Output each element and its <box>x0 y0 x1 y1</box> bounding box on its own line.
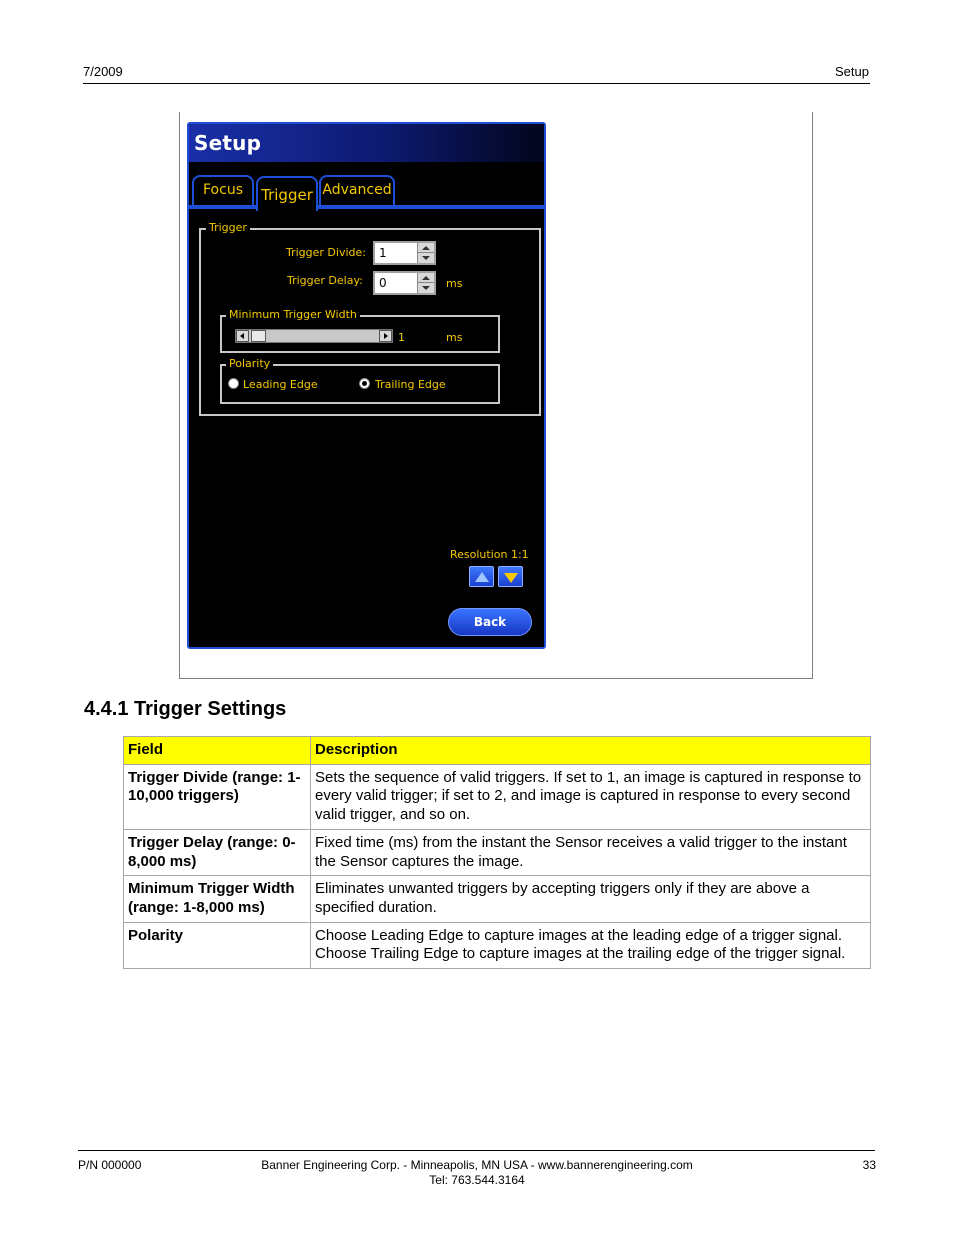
description-cell: Choose Leading Edge to capture images at the leading edge of a trigger signal. Choose Trailing Edge to capture images at the trailing edge of the trigger signal. <box>311 922 871 968</box>
column-header-description: Description <box>311 737 871 765</box>
min-width-legend: Minimum Trigger Width <box>226 308 360 322</box>
polarity-legend: Polarity <box>226 357 273 371</box>
trigger-settings-table <box>123 736 871 969</box>
trigger-delay-stepper[interactable] <box>373 271 436 295</box>
trigger-divide-label: Trigger Divide: <box>286 246 366 259</box>
trigger-delay-label: Trigger Delay: <box>287 274 363 287</box>
footer-company <box>0 1158 954 1188</box>
resolution-down-button[interactable] <box>498 566 523 587</box>
min-width-value: 1 <box>398 331 405 344</box>
field-cell: Polarity <box>124 922 311 968</box>
description-cell: Sets the sequence of valid triggers. If set to 1, an image is captured in response to every valid trigger; if set to 2, and image is captured in response to every second valid trigger, and so on. <box>311 764 871 829</box>
field-cell: Trigger Divide (range: 1-10,000 triggers) <box>124 764 311 829</box>
tab-advanced[interactable]: Advanced <box>319 175 395 206</box>
table-row <box>124 829 871 875</box>
leading-edge-label[interactable]: Leading Edge <box>243 378 318 391</box>
footer-rule <box>78 1150 875 1151</box>
spin-up-icon[interactable] <box>422 276 430 280</box>
table-row <box>124 764 871 829</box>
back-button[interactable]: Back <box>448 608 532 636</box>
spin-up-icon[interactable] <box>422 246 430 250</box>
footer-company-line: Banner Engineering Corp. - Minneapolis, MN USA - www.bannerengineering.com <box>261 1158 693 1172</box>
trigger-delay-unit: ms <box>446 277 463 290</box>
arrow-down-icon <box>504 573 518 583</box>
header-rule <box>83 83 870 84</box>
trigger-divide-stepper[interactable] <box>373 241 436 265</box>
screen-title: Setup <box>194 131 262 155</box>
page-header-section: Setup <box>835 64 869 79</box>
field-cell: Trigger Delay (range: 0-8,000 ms) <box>124 829 311 875</box>
resolution-label: Resolution 1:1 <box>450 548 529 561</box>
tab-trigger[interactable]: Trigger <box>256 176 318 211</box>
min-width-unit: ms <box>446 331 463 344</box>
spin-down-icon[interactable] <box>422 286 430 290</box>
description-cell: Fixed time (ms) from the instant the Sensor receives a valid trigger to the instant the Sensor captures the image. <box>311 829 871 875</box>
field-cell: Minimum Trigger Width (range: 1-8,000 ms) <box>124 876 311 922</box>
trailing-edge-label[interactable]: Trailing Edge <box>375 378 446 391</box>
footer-phone: Tel: 763.544.3164 <box>429 1173 525 1187</box>
column-header-field: Field <box>124 737 311 765</box>
table-row <box>124 922 871 968</box>
resolution-up-button[interactable] <box>469 566 494 587</box>
screen-title-bar <box>189 124 544 162</box>
section-title: 4.4.1 Trigger Settings <box>84 698 287 720</box>
page-header-date: 7/2009 <box>83 64 123 79</box>
trigger-group-legend: Trigger <box>206 221 250 235</box>
trigger-divide-value: 1 <box>379 246 387 260</box>
tab-focus[interactable]: Focus <box>192 175 254 206</box>
table-row <box>124 876 871 922</box>
slider-right-icon[interactable] <box>379 330 392 342</box>
spinner-buttons[interactable] <box>417 273 434 293</box>
footer-page-number: 33 <box>862 1158 876 1172</box>
trigger-delay-value: 0 <box>379 276 387 290</box>
tabs-underline <box>189 205 544 209</box>
description-cell: Eliminates unwanted triggers by accepting triggers only if they are above a specified duration. <box>311 876 871 922</box>
setup-screen <box>187 122 546 649</box>
slider-thumb[interactable] <box>251 330 266 342</box>
spinner-buttons[interactable] <box>417 243 434 263</box>
slider-left-icon[interactable] <box>236 330 249 342</box>
spin-down-icon[interactable] <box>422 256 430 260</box>
min-width-slider[interactable] <box>235 329 393 343</box>
radio-leading-edge[interactable] <box>228 378 239 389</box>
table-header-row <box>124 737 871 765</box>
arrow-up-icon <box>475 572 489 582</box>
radio-trailing-edge[interactable] <box>359 378 370 389</box>
footer-part-number: P/N 000000 <box>78 1158 142 1172</box>
